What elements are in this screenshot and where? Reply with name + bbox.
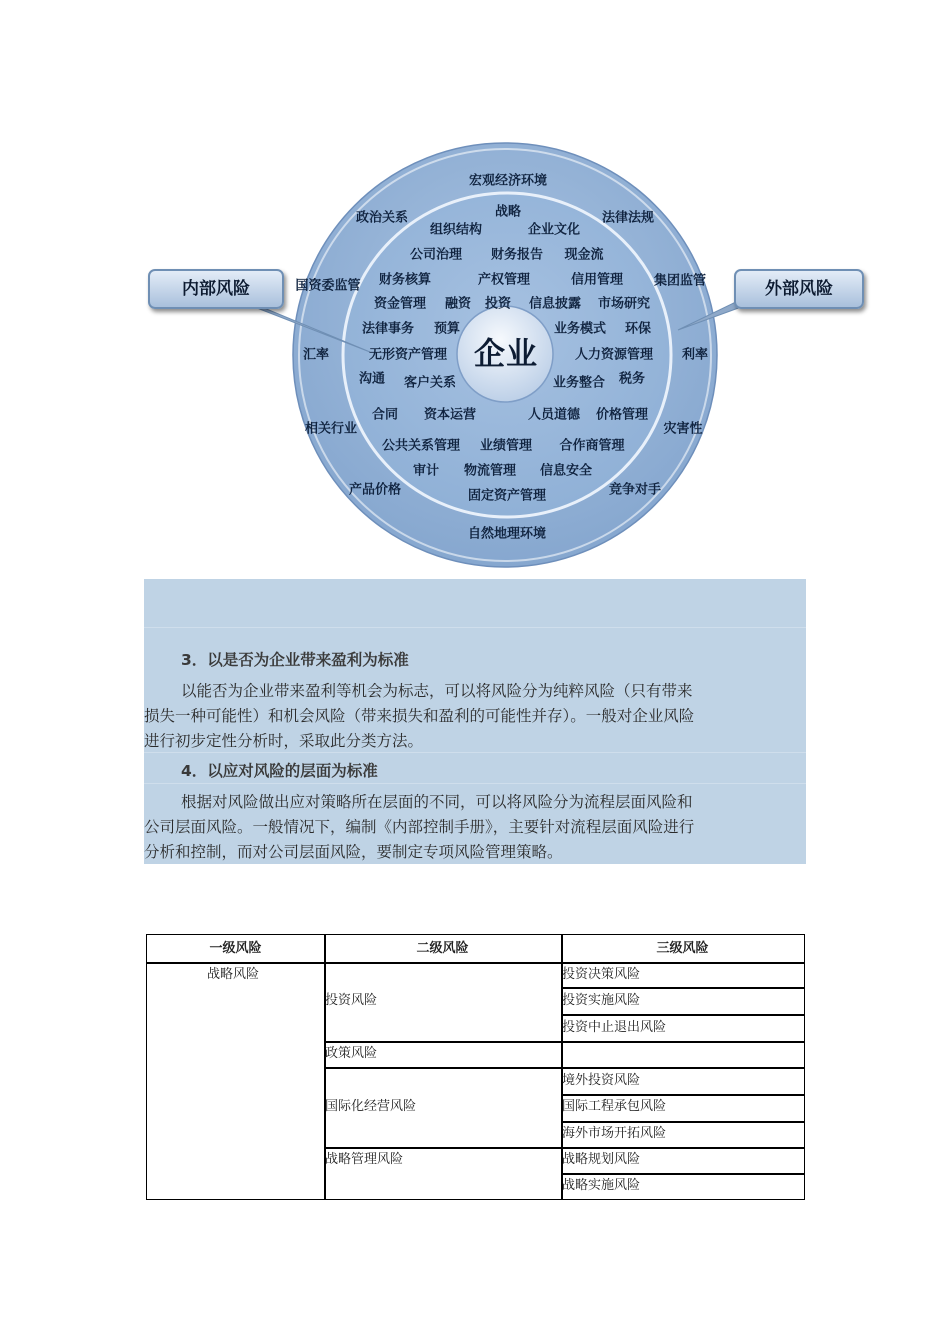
paragraph-line: 以能否为企业带来盈利等机会为标志，可以将风险分为纯粹风险（只有带来 xyxy=(181,682,693,700)
outer-label: 自然地理环境 xyxy=(467,526,547,542)
inner-label: 投资 xyxy=(484,296,512,312)
divider xyxy=(144,752,806,753)
external-risk-label: 外部风险 xyxy=(765,279,833,299)
paragraph-line: 根据对风险做出应对策略所在层面的不同，可以将风险分为流程层面风险和 xyxy=(181,793,693,811)
table-header: 二级风险 xyxy=(416,941,469,956)
inner-label: 信息安全 xyxy=(539,463,593,479)
risk-table xyxy=(146,934,805,1200)
paragraph-line: 公司层面风险。一般情况下，编制《内部控制手册》，主要针对流程层面风险进行 xyxy=(144,818,695,836)
inner-label: 公共关系管理 xyxy=(381,438,461,454)
internal-risk-callout xyxy=(148,269,284,309)
level3-cell: 战略实施风险 xyxy=(562,1178,641,1193)
inner-label: 环保 xyxy=(624,321,652,337)
inner-label: 财务核算 xyxy=(378,272,432,288)
outer-label: 国资委监管 xyxy=(295,278,361,294)
section-heading: 3．以是否为企业带来盈利为标准 xyxy=(181,651,409,669)
divider xyxy=(144,627,806,628)
level2-cell: 国际化经营风险 xyxy=(325,1099,417,1114)
level2-cell: 投资风险 xyxy=(325,993,378,1008)
outer-label: 汇率 xyxy=(302,347,330,363)
outer-label: 利率 xyxy=(681,347,709,363)
inner-label: 税务 xyxy=(618,371,646,387)
external-risk-callout xyxy=(734,269,864,309)
level3-cell: 投资中止退出风险 xyxy=(562,1020,667,1035)
level2-cell: 政策风险 xyxy=(325,1046,378,1061)
outer-label: 政治关系 xyxy=(355,210,409,226)
level3-cell: 战略规划风险 xyxy=(562,1152,641,1167)
section-heading: 4．以应对风险的层面为标准 xyxy=(181,762,378,780)
inner-label: 企业文化 xyxy=(527,222,581,238)
inner-label: 沟通 xyxy=(358,371,386,387)
inner-label: 业务整合 xyxy=(552,375,606,391)
paragraph-line: 进行初步定性分析时，采取此分类方法。 xyxy=(144,732,424,750)
inner-label: 信息披露 xyxy=(528,296,582,312)
inner-label: 现金流 xyxy=(564,247,604,263)
inner-label: 合作商管理 xyxy=(559,438,625,454)
inner-label: 公司治理 xyxy=(409,247,463,263)
inner-label: 融资 xyxy=(444,296,472,312)
level3-cell: 国际工程承包风险 xyxy=(562,1099,667,1114)
level3-cell: 投资实施风险 xyxy=(562,993,641,1008)
outer-label: 宏观经济环境 xyxy=(468,173,548,189)
inner-label: 信用管理 xyxy=(570,272,624,288)
outer-label: 产品价格 xyxy=(348,482,402,498)
inner-label: 价格管理 xyxy=(595,407,649,423)
inner-label: 财务报告 xyxy=(490,247,544,263)
paragraph-line: 损失一种可能性）和机会风险（带来损失和盈利的可能性并存）。一般对企业风险 xyxy=(144,707,695,725)
inner-label: 市场研究 xyxy=(597,296,651,312)
inner-label: 业绩管理 xyxy=(479,438,533,454)
risk-classification-text xyxy=(144,579,806,864)
inner-label: 资本运营 xyxy=(423,407,477,423)
inner-label: 产权管理 xyxy=(477,272,531,288)
outer-label: 集团监管 xyxy=(653,273,707,289)
inner-label: 人力资源管理 xyxy=(574,347,654,363)
table-header: 三级风险 xyxy=(656,941,709,956)
inner-label: 组织结构 xyxy=(429,222,483,238)
inner-label: 物流管理 xyxy=(463,463,517,479)
grid-line xyxy=(324,1041,804,1043)
outer-label: 法律法规 xyxy=(601,210,655,226)
level3-cell: 投资决策风险 xyxy=(562,967,641,982)
level1-cell: 战略风险 xyxy=(207,967,260,982)
risk-diagram xyxy=(140,140,870,580)
level3-cell: 海外市场开拓风险 xyxy=(562,1126,667,1141)
center-label: 企业 xyxy=(474,336,538,373)
internal-risk-label: 内部风险 xyxy=(182,279,250,299)
inner-label: 无形资产管理 xyxy=(368,347,448,363)
table-header: 一级风险 xyxy=(209,941,262,956)
inner-label: 审计 xyxy=(412,463,440,479)
inner-label: 客户关系 xyxy=(403,375,457,391)
inner-label: 人员道德 xyxy=(527,407,581,423)
inner-label: 业务模式 xyxy=(553,321,607,337)
paragraph-line: 分析和控制，而对公司层面风险，要制定专项风险管理策略。 xyxy=(144,843,563,861)
level3-cell: 境外投资风险 xyxy=(562,1073,641,1088)
inner-label: 战略 xyxy=(494,204,522,220)
inner-label: 资金管理 xyxy=(373,296,427,312)
inner-label: 预算 xyxy=(433,321,461,337)
divider xyxy=(144,783,806,784)
inner-label: 法律事务 xyxy=(361,321,415,337)
outer-label: 竞争对手 xyxy=(608,482,662,498)
outer-label: 相关行业 xyxy=(304,421,358,437)
level2-cell: 战略管理风险 xyxy=(325,1152,404,1167)
inner-label: 合同 xyxy=(371,407,399,423)
outer-label: 灾害性 xyxy=(663,421,703,437)
inner-label: 固定资产管理 xyxy=(467,488,547,504)
